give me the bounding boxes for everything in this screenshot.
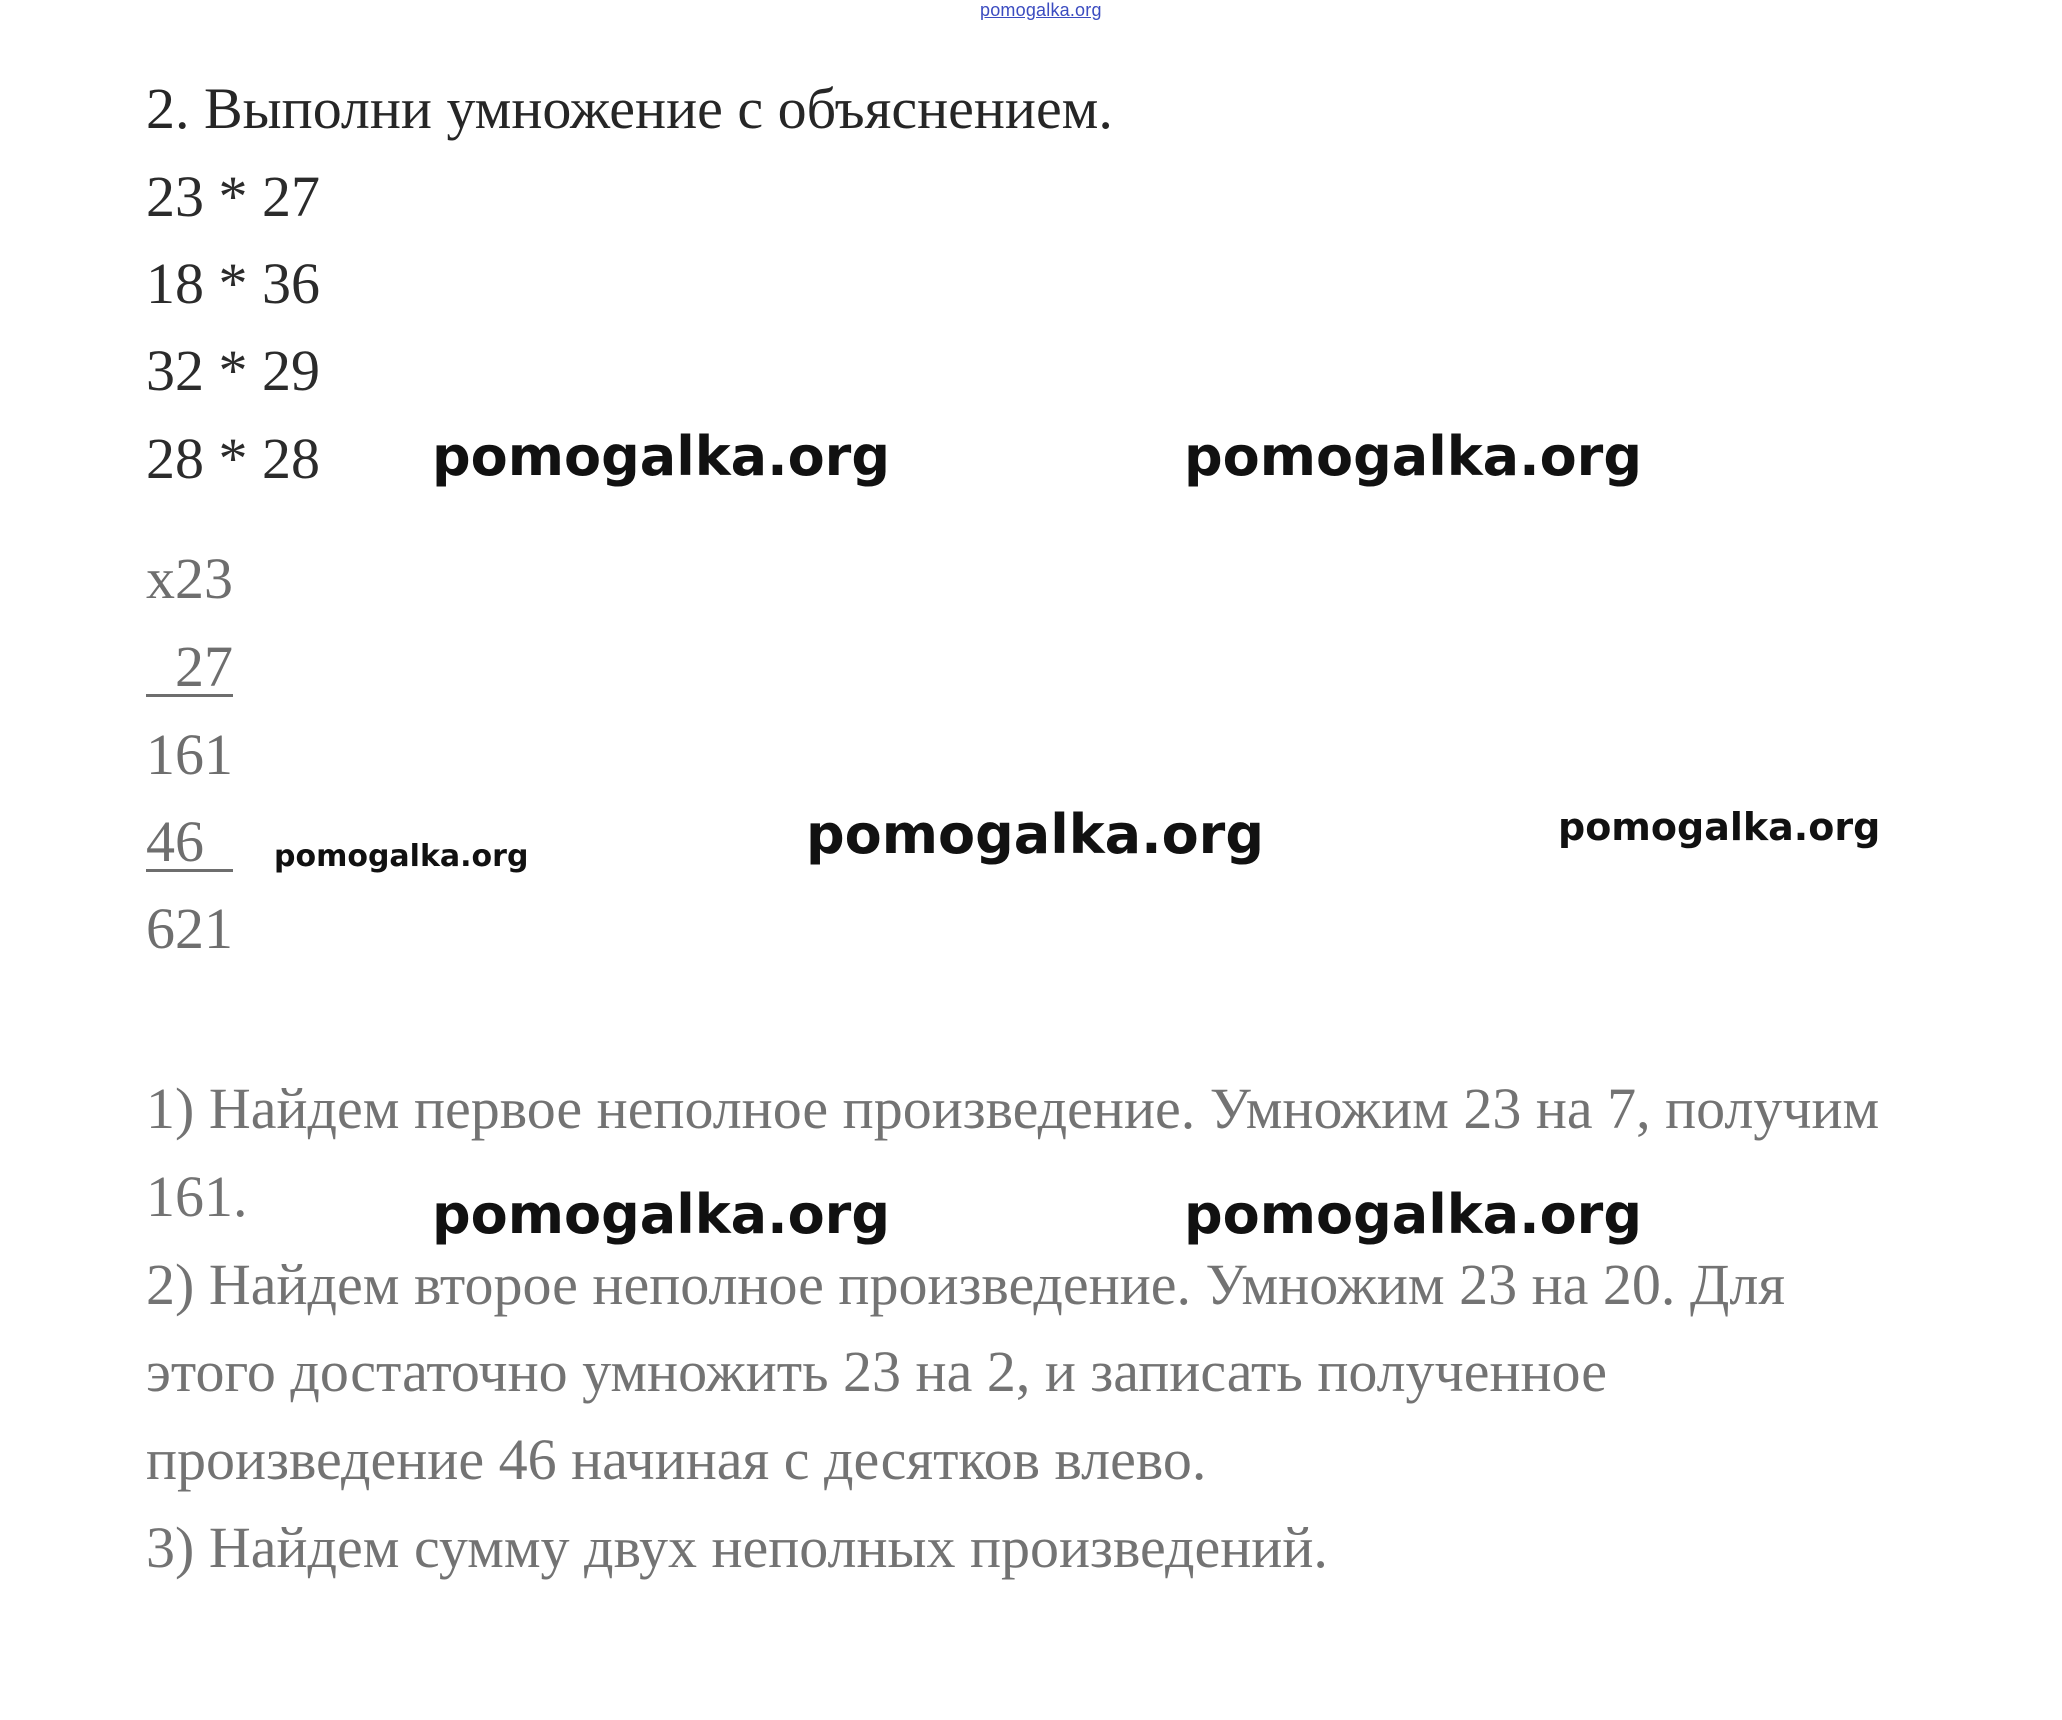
column-partial-two: 46 — [146, 809, 204, 874]
column-result: 621 — [146, 896, 233, 961]
watermark-row1-left: pomogalka.org — [432, 425, 890, 488]
column-multiplier: 27 — [175, 634, 233, 699]
column-multiplicand: x23 — [146, 546, 233, 611]
watermark-row3-left: pomogalka.org — [432, 1183, 890, 1246]
explanation-step2-line2: этого достаточно умножить 23 на 2, и записать полученное — [146, 1339, 1607, 1404]
top-watermark-link[interactable]: pomogalka.org — [980, 0, 1102, 20]
problem-2: 18 * 36 — [146, 251, 320, 316]
explanation-step2-line3: произведение 46 начиная с десятков влево. — [146, 1427, 1207, 1492]
column-partial-two-row — [146, 809, 233, 874]
watermark-row1-right: pomogalka.org — [1184, 425, 1642, 488]
watermark-row2-center: pomogalka.org — [806, 803, 1264, 866]
watermark-row3-right: pomogalka.org — [1184, 1183, 1642, 1246]
watermark-row2-right: pomogalka.org — [1558, 805, 1881, 849]
explanation-step2-line1: 2) Найдем второе неполное произведение. Умножим 23 на 20. Для — [146, 1252, 1786, 1317]
explanation-step3-line1: 3) Найдем сумму двух неполных произведений. — [146, 1515, 1328, 1580]
problem-3: 32 * 29 — [146, 338, 320, 403]
column-partial-one: 161 — [146, 722, 233, 787]
explanation-step1-line2: 161. — [146, 1164, 248, 1229]
explanation-step1-line1: 1) Найдем первое неполное произведение. Умножим 23 на 7, получим — [146, 1076, 1880, 1141]
task-title: 2. Выполни умножение с объяснением. — [146, 76, 1113, 141]
watermark-row2-small: pomogalka.org — [274, 839, 529, 874]
problem-1: 23 * 27 — [146, 164, 320, 229]
column-multiplier-row — [146, 634, 233, 699]
problem-4: 28 * 28 — [146, 426, 320, 491]
